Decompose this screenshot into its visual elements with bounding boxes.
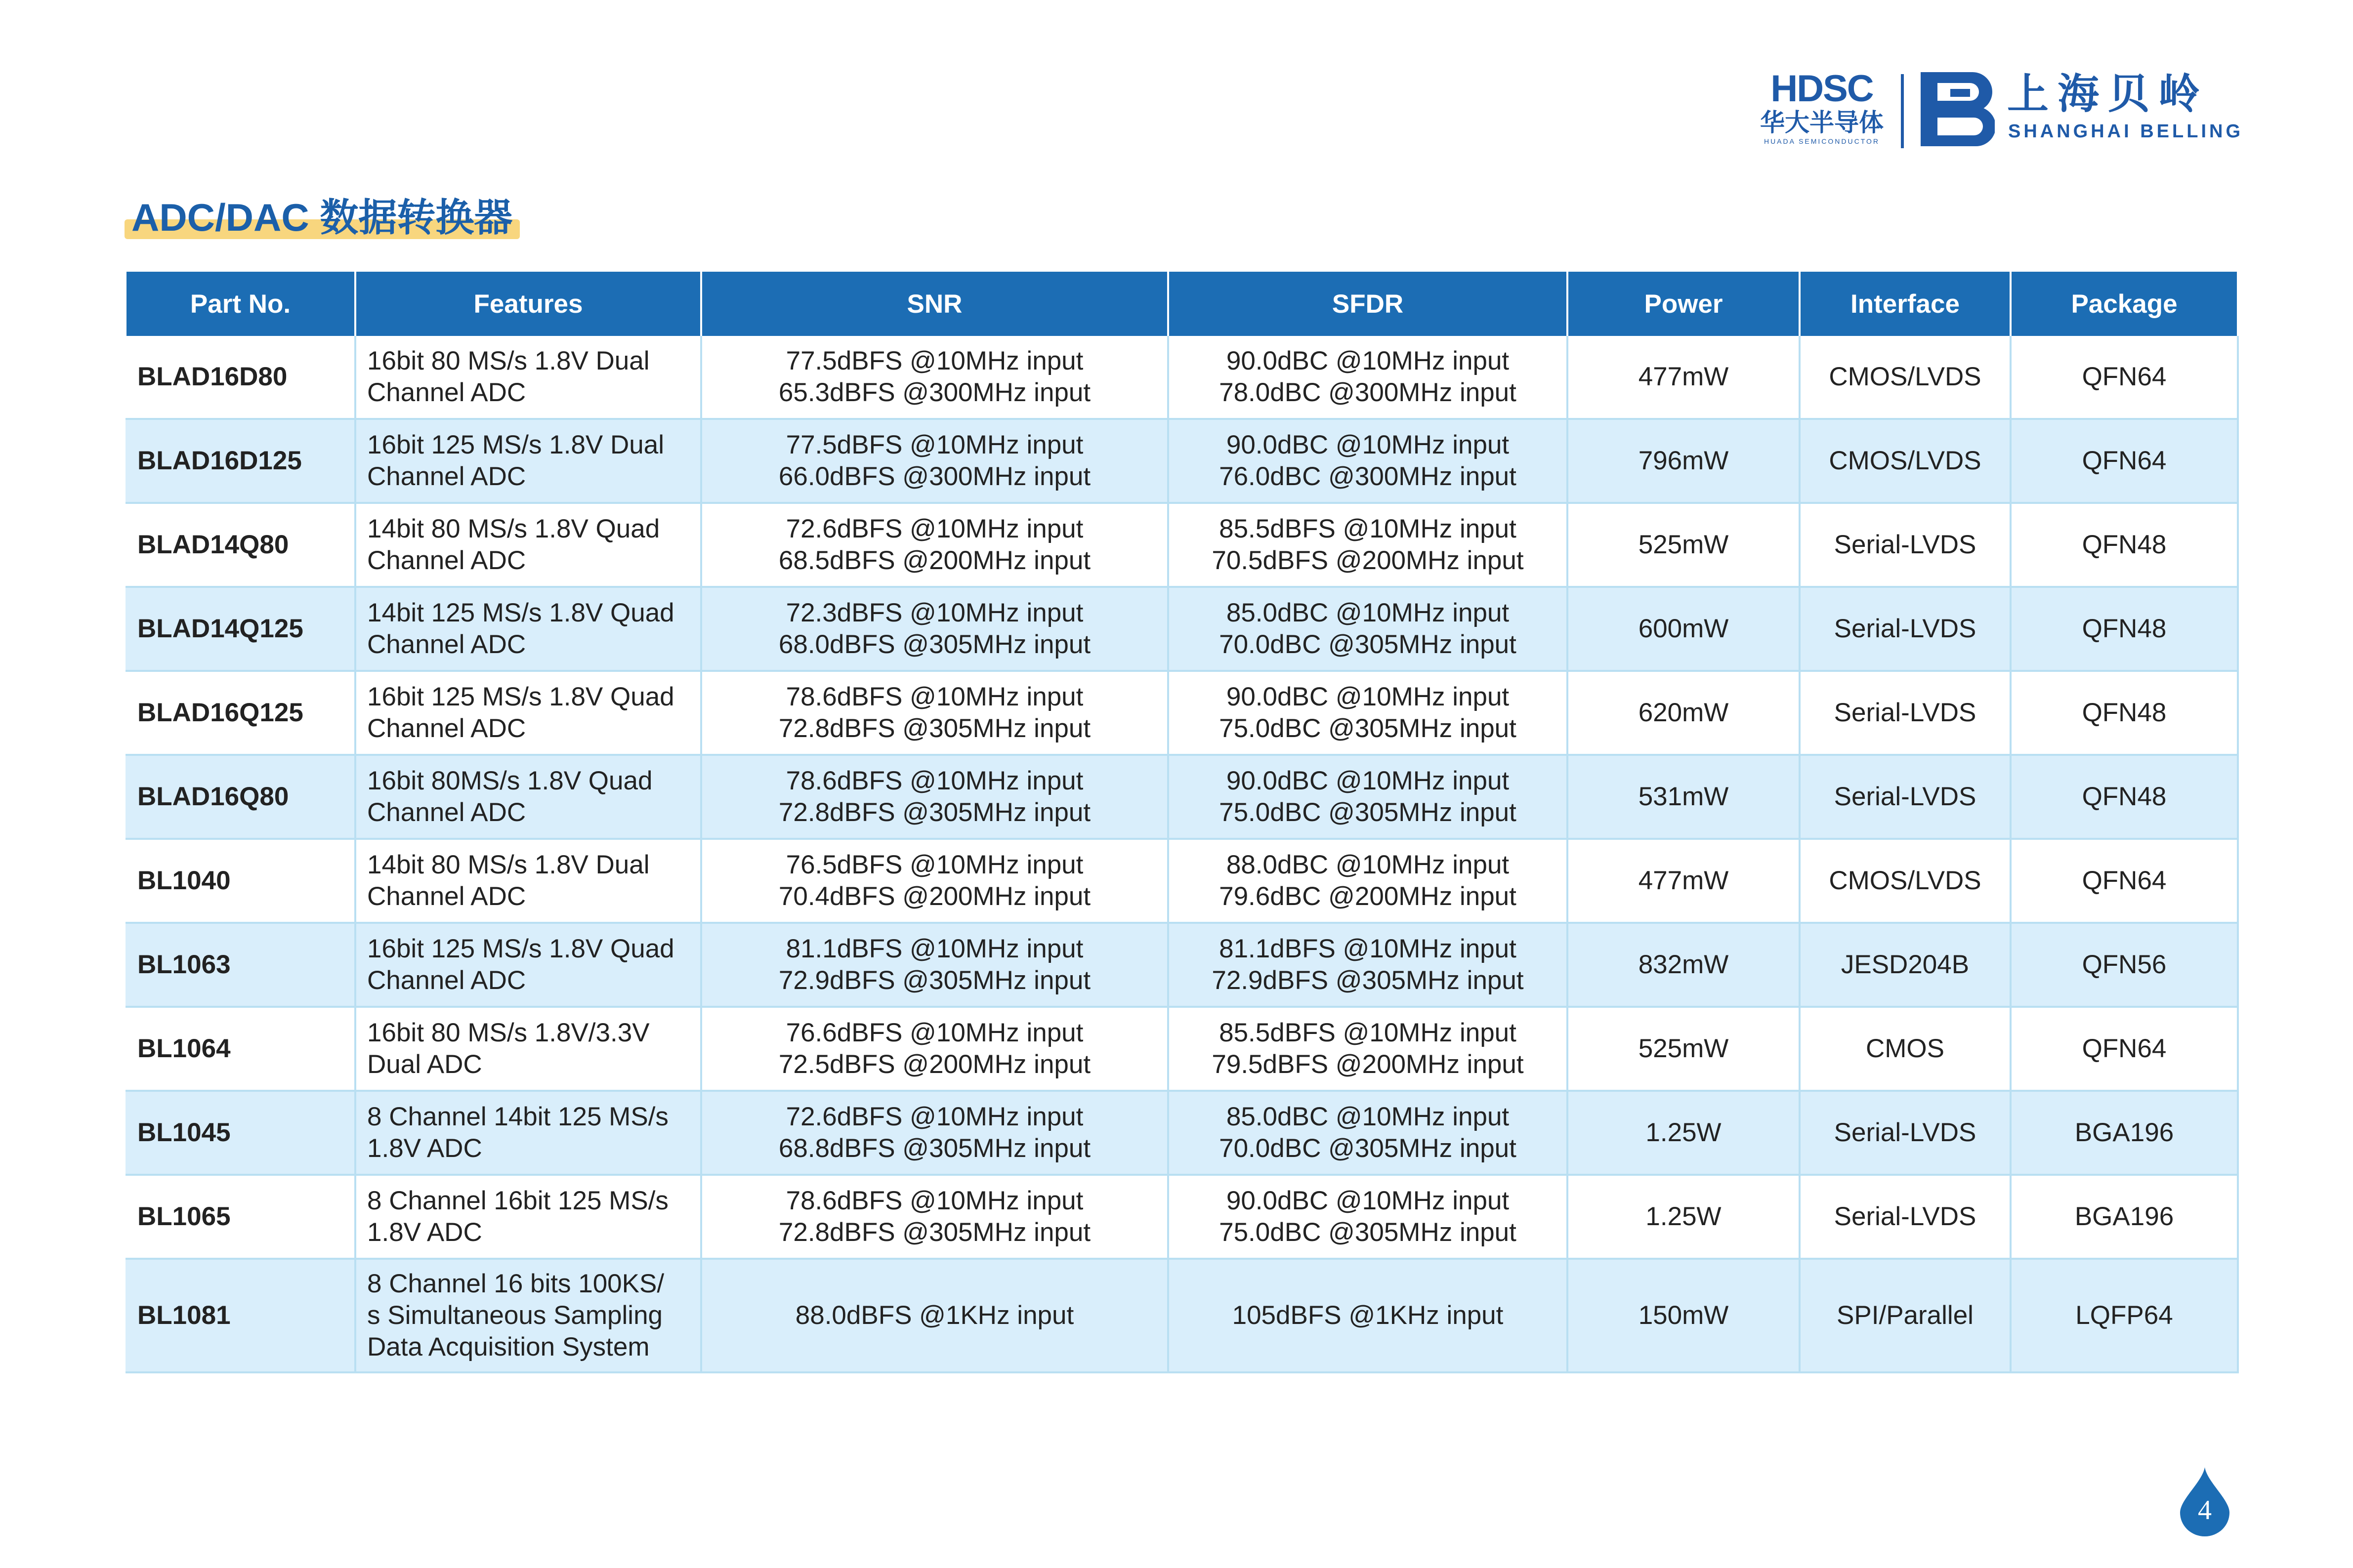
cell-power: 477mW — [1567, 839, 1800, 923]
cell-power: 477mW — [1567, 336, 1800, 419]
belling-logo-english: SHANGHAI BELLING — [2008, 121, 2243, 142]
cell-interface: Serial-LVDS — [1800, 755, 2011, 839]
cell-interface: Serial-LVDS — [1800, 1091, 2011, 1175]
cell-package: QFN48 — [2011, 671, 2238, 755]
cell-line: 8 Channel 16 bits 100KS/ — [367, 1269, 665, 1298]
cell-line: 70.5dBFS @200MHz input — [1212, 546, 1524, 575]
cell-line: 72.3dBFS @10MHz input — [786, 598, 1084, 627]
logo-divider — [1901, 74, 1904, 148]
cell-line: 75.0dBC @305MHz input — [1219, 1218, 1516, 1247]
header-power: Power — [1567, 272, 1800, 336]
cell-line: 8 Channel 14bit 125 MS/s — [367, 1102, 669, 1131]
cell-line: 68.0dBFS @305MHz input — [778, 630, 1091, 659]
table-row — [126, 839, 2238, 923]
cell-sfdr — [1168, 503, 1567, 587]
cell-snr — [701, 1007, 1168, 1091]
cell-sfdr — [1168, 587, 1567, 671]
cell-features — [355, 1007, 701, 1091]
cell-line: 88.0dBC @10MHz input — [1226, 850, 1510, 879]
cell-power: 525mW — [1567, 503, 1800, 587]
belling-logo-icon — [1921, 72, 1995, 146]
cell-line: 70.0dBC @305MHz input — [1219, 630, 1516, 659]
cell-line: 14bit 80 MS/s 1.8V Quad — [367, 514, 660, 543]
table-row — [126, 923, 2238, 1007]
cell-snr: 88.0dBFS @1KHz input — [701, 1259, 1168, 1372]
page-title: ADC/DAC 数据转换器 — [131, 196, 513, 239]
cell-interface: Serial-LVDS — [1800, 503, 2011, 587]
hdsc-logo-english: HUADA SEMICONDUCTOR — [1764, 137, 1880, 145]
cell-snr — [701, 336, 1168, 419]
cell-sfdr — [1168, 336, 1567, 419]
cell-line: 85.5dBFS @10MHz input — [1219, 514, 1516, 543]
cell-line: 72.5dBFS @200MHz input — [778, 1050, 1091, 1079]
cell-line: 72.8dBFS @305MHz input — [778, 798, 1091, 827]
table-row — [126, 1007, 2238, 1091]
cell-package: QFN48 — [2011, 503, 2238, 587]
cell-line: 78.6dBFS @10MHz input — [786, 766, 1084, 795]
table-row — [126, 1091, 2238, 1175]
header-interface: Interface — [1800, 272, 2011, 336]
cell-sfdr — [1168, 419, 1567, 503]
header-logos — [1755, 69, 2249, 153]
cell-power: 531mW — [1567, 755, 1800, 839]
cell-part-no: BL1065 — [126, 1175, 355, 1259]
cell-sfdr — [1168, 1091, 1567, 1175]
cell-line: 72.9dBFS @305MHz input — [778, 966, 1091, 995]
table-row — [126, 503, 2238, 587]
cell-part-no: BL1064 — [126, 1007, 355, 1091]
cell-part-no: BLAD14Q125 — [126, 587, 355, 671]
cell-line: 72.6dBFS @10MHz input — [786, 1102, 1084, 1131]
cell-features — [355, 1259, 701, 1372]
cell-line: 16bit 80 MS/s 1.8V/3.3V — [367, 1018, 650, 1047]
cell-line: 68.8dBFS @305MHz input — [778, 1134, 1091, 1163]
cell-line: 72.8dBFS @305MHz input — [778, 714, 1091, 743]
cell-package: QFN64 — [2011, 1007, 2238, 1091]
cell-line: 90.0dBC @10MHz input — [1226, 1186, 1510, 1215]
cell-line: 76.5dBFS @10MHz input — [786, 850, 1084, 879]
cell-line: 77.5dBFS @10MHz input — [786, 346, 1084, 375]
cell-power: 1.25W — [1567, 1091, 1800, 1175]
cell-package: QFN56 — [2011, 923, 2238, 1007]
cell-sfdr — [1168, 1007, 1567, 1091]
cell-snr — [701, 1091, 1168, 1175]
cell-package: QFN64 — [2011, 839, 2238, 923]
cell-part-no: BL1045 — [126, 1091, 355, 1175]
cell-snr — [701, 587, 1168, 671]
cell-power: 832mW — [1567, 923, 1800, 1007]
cell-part-no: BLAD16D125 — [126, 419, 355, 503]
cell-features — [355, 336, 701, 419]
cell-line: 78.0dBC @300MHz input — [1219, 378, 1516, 407]
cell-snr — [701, 839, 1168, 923]
hdsc-logo-chinese: 华大半导体 — [1760, 109, 1884, 136]
cell-line: Channel ADC — [367, 798, 526, 827]
hdsc-logo-mark: HDSC — [1770, 68, 1873, 110]
cell-line: Channel ADC — [367, 546, 526, 575]
cell-part-no: BLAD14Q80 — [126, 503, 355, 587]
cell-line: 90.0dBC @10MHz input — [1226, 346, 1510, 375]
cell-interface: JESD204B — [1800, 923, 2011, 1007]
cell-power: 525mW — [1567, 1007, 1800, 1091]
cell-power: 150mW — [1567, 1259, 1800, 1372]
header-part-no: Part No. — [126, 272, 355, 336]
cell-sfdr — [1168, 839, 1567, 923]
cell-line: 77.5dBFS @10MHz input — [786, 430, 1084, 459]
table-header-row — [126, 272, 2238, 336]
cell-line: 16bit 125 MS/s 1.8V Quad — [367, 682, 674, 711]
table-row — [126, 755, 2238, 839]
belling-logo-chinese: 上海贝岭 — [2007, 71, 2209, 117]
cell-sfdr — [1168, 671, 1567, 755]
cell-interface: CMOS/LVDS — [1800, 419, 2011, 503]
cell-part-no: BLAD16Q125 — [126, 671, 355, 755]
cell-line: 65.3dBFS @300MHz input — [778, 378, 1091, 407]
cell-line: Dual ADC — [367, 1050, 482, 1079]
cell-package: BGA196 — [2011, 1175, 2238, 1259]
adc-dac-spec-table — [125, 272, 2239, 1373]
cell-line: 70.0dBC @305MHz input — [1219, 1134, 1516, 1163]
cell-sfdr: 105dBFS @1KHz input — [1168, 1259, 1567, 1372]
cell-part-no: BL1040 — [126, 839, 355, 923]
cell-package: QFN48 — [2011, 755, 2238, 839]
cell-snr — [701, 1175, 1168, 1259]
cell-snr — [701, 755, 1168, 839]
cell-part-no: BLAD16Q80 — [126, 755, 355, 839]
cell-interface: CMOS/LVDS — [1800, 839, 2011, 923]
cell-line: 1.8V ADC — [367, 1134, 482, 1163]
cell-line: 8 Channel 16bit 125 MS/s — [367, 1186, 669, 1215]
cell-snr — [701, 923, 1168, 1007]
cell-power: 1.25W — [1567, 1175, 1800, 1259]
cell-line: 16bit 80MS/s 1.8V Quad — [367, 766, 653, 795]
cell-line: 85.0dBC @10MHz input — [1226, 598, 1510, 627]
cell-line: Channel ADC — [367, 882, 526, 911]
cell-line: Channel ADC — [367, 378, 526, 407]
cell-line: 90.0dBC @10MHz input — [1226, 682, 1510, 711]
cell-interface: CMOS/LVDS — [1800, 336, 2011, 419]
cell-line: 78.6dBFS @10MHz input — [786, 682, 1084, 711]
cell-line: 16bit 125 MS/s 1.8V Dual — [367, 430, 665, 459]
cell-line: Data Acquisition System — [367, 1332, 650, 1362]
cell-line: 16bit 125 MS/s 1.8V Quad — [367, 934, 674, 963]
cell-line: 78.6dBFS @10MHz input — [786, 1186, 1084, 1215]
cell-power: 600mW — [1567, 587, 1800, 671]
cell-line: 72.9dBFS @305MHz input — [1212, 966, 1524, 995]
cell-line: 16bit 80 MS/s 1.8V Dual — [367, 346, 650, 375]
cell-line: 66.0dBFS @300MHz input — [778, 462, 1091, 491]
cell-package: BGA196 — [2011, 1091, 2238, 1175]
cell-features — [355, 1091, 701, 1175]
cell-line: 72.6dBFS @10MHz input — [786, 514, 1084, 543]
cell-line: 81.1dBFS @10MHz input — [1219, 934, 1516, 963]
cell-line: Channel ADC — [367, 966, 526, 995]
cell-line: 85.5dBFS @10MHz input — [1219, 1018, 1516, 1047]
cell-interface: SPI/Parallel — [1800, 1259, 2011, 1372]
cell-package: QFN64 — [2011, 419, 2238, 503]
table-row — [126, 671, 2238, 755]
cell-line: 14bit 80 MS/s 1.8V Dual — [367, 850, 650, 879]
cell-line: 75.0dBC @305MHz input — [1219, 798, 1516, 827]
page-number: 4 — [2198, 1495, 2212, 1526]
table-row — [126, 336, 2238, 419]
cell-features — [355, 587, 701, 671]
cell-features — [355, 419, 701, 503]
cell-snr — [701, 503, 1168, 587]
cell-line: s Simultaneous Sampling — [367, 1301, 663, 1330]
cell-line: 81.1dBFS @10MHz input — [786, 934, 1084, 963]
cell-line: 1.8V ADC — [367, 1218, 482, 1247]
cell-line: 76.6dBFS @10MHz input — [786, 1018, 1084, 1047]
cell-line: 72.8dBFS @305MHz input — [778, 1218, 1091, 1247]
section-title-wrap — [125, 193, 512, 242]
cell-interface: Serial-LVDS — [1800, 587, 2011, 671]
cell-power: 620mW — [1567, 671, 1800, 755]
cell-line: 14bit 125 MS/s 1.8V Quad — [367, 598, 674, 627]
cell-snr — [701, 671, 1168, 755]
cell-line: Channel ADC — [367, 714, 526, 743]
cell-package: QFN48 — [2011, 587, 2238, 671]
cell-features — [355, 923, 701, 1007]
cell-snr — [701, 419, 1168, 503]
cell-line: 75.0dBC @305MHz input — [1219, 714, 1516, 743]
header-sfdr: SFDR — [1168, 272, 1567, 336]
cell-interface: Serial-LVDS — [1800, 1175, 2011, 1259]
cell-line: 85.0dBC @10MHz input — [1226, 1102, 1510, 1131]
cell-line: 79.5dBFS @200MHz input — [1212, 1050, 1524, 1079]
cell-line: Channel ADC — [367, 462, 526, 491]
header-snr: SNR — [701, 272, 1168, 336]
cell-features — [355, 755, 701, 839]
cell-line: 76.0dBC @300MHz input — [1219, 462, 1516, 491]
cell-power: 796mW — [1567, 419, 1800, 503]
cell-features — [355, 503, 701, 587]
cell-line: 70.4dBFS @200MHz input — [778, 882, 1091, 911]
cell-features — [355, 1175, 701, 1259]
cell-part-no: BL1063 — [126, 923, 355, 1007]
cell-interface: Serial-LVDS — [1800, 671, 2011, 755]
table-row — [126, 587, 2238, 671]
cell-line: Channel ADC — [367, 630, 526, 659]
cell-line: 79.6dBC @200MHz input — [1219, 882, 1516, 911]
table-row — [126, 1175, 2238, 1259]
cell-features — [355, 671, 701, 755]
cell-sfdr — [1168, 923, 1567, 1007]
hdsc-logo — [1755, 69, 1889, 153]
cell-line: 90.0dBC @10MHz input — [1226, 430, 1510, 459]
cell-line: 90.0dBC @10MHz input — [1226, 766, 1510, 795]
cell-package: LQFP64 — [2011, 1259, 2238, 1372]
cell-part-no: BL1081 — [126, 1259, 355, 1372]
header-features: Features — [355, 272, 701, 336]
cell-sfdr — [1168, 755, 1567, 839]
cell-features — [355, 839, 701, 923]
table-row — [126, 419, 2238, 503]
cell-package: QFN64 — [2011, 336, 2238, 419]
cell-part-no: BLAD16D80 — [126, 336, 355, 419]
cell-sfdr — [1168, 1175, 1567, 1259]
header-package: Package — [2011, 272, 2238, 336]
cell-interface: CMOS — [1800, 1007, 2011, 1091]
table-row — [126, 1259, 2238, 1372]
cell-line: 68.5dBFS @200MHz input — [778, 546, 1091, 575]
